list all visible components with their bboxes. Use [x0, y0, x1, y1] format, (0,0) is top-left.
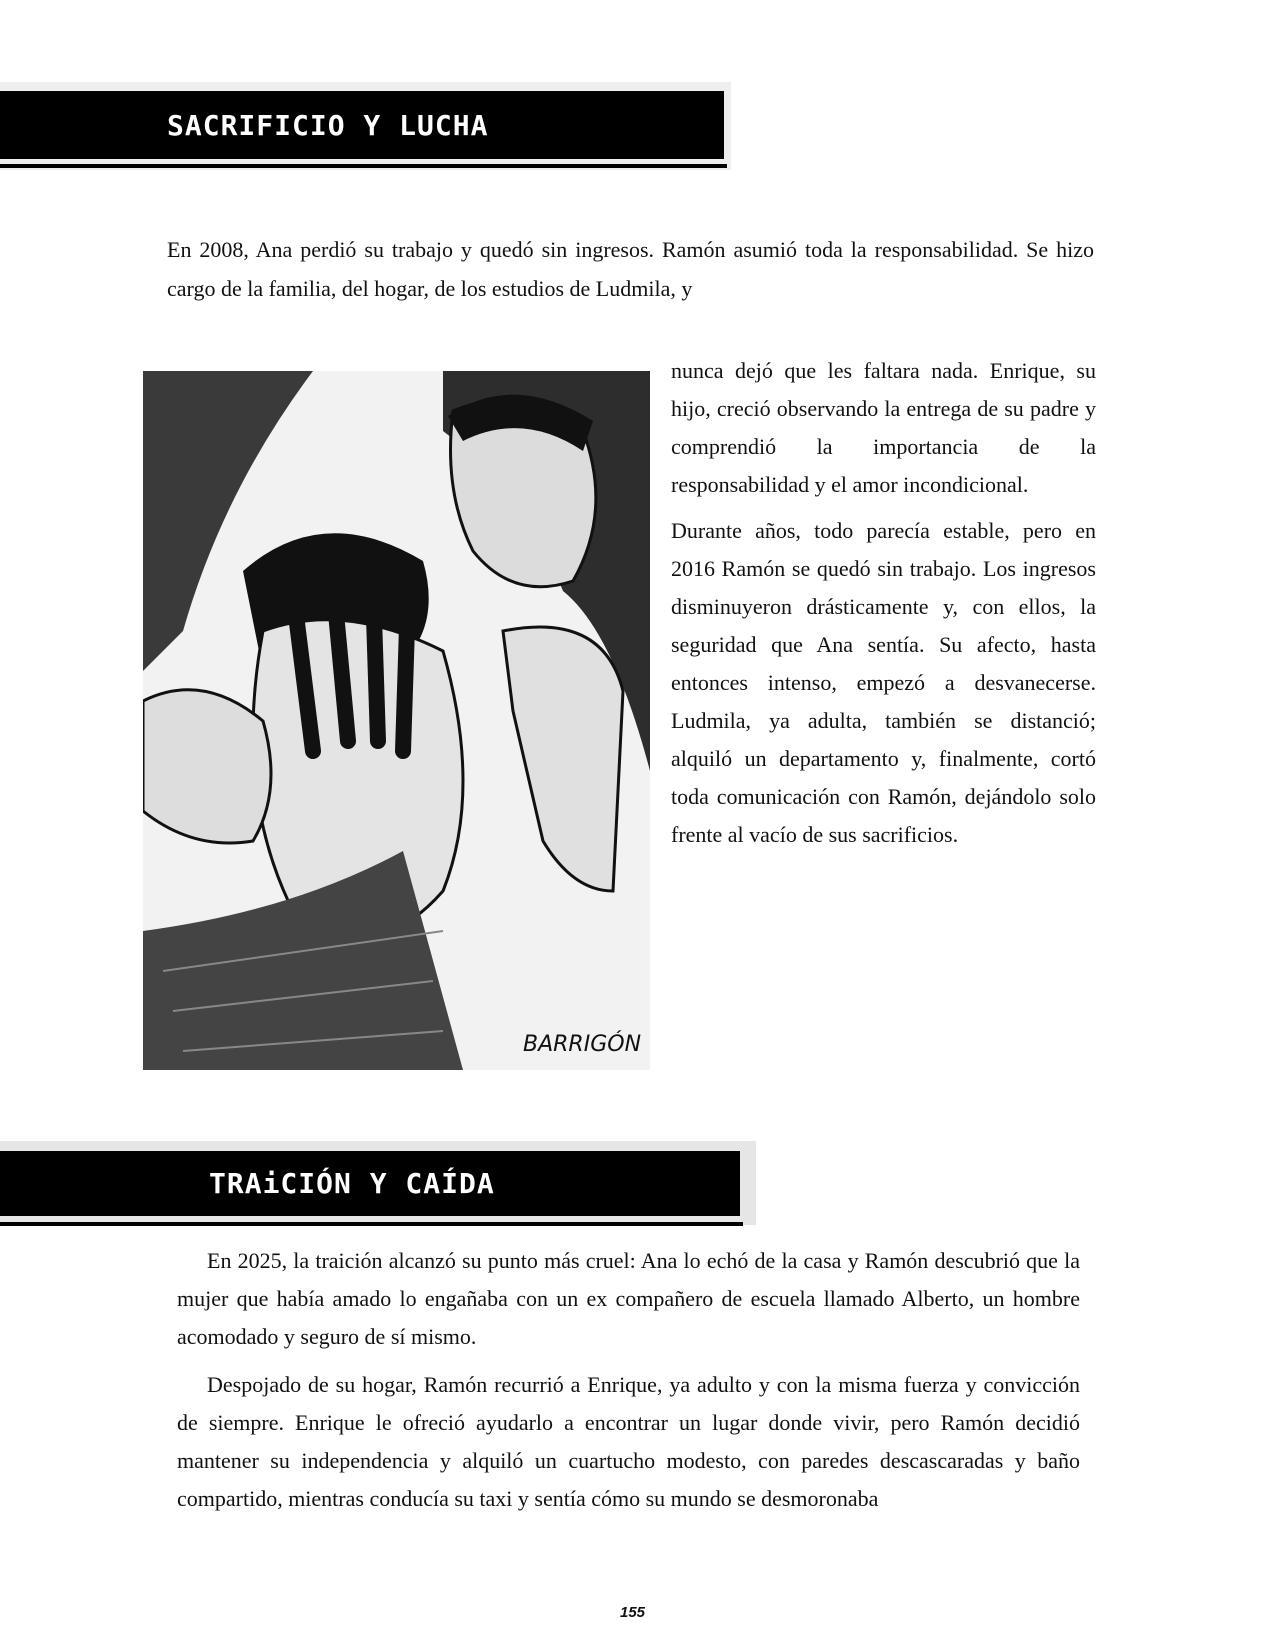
banner-underline — [0, 164, 727, 168]
column-paragraph-1: nunca dejó que les faltara nada. Enrique, su hijo, creció observando la entrega de su padre y comprendió la importancia de la responsabilidad y el amor incondicional. — [671, 358, 1096, 497]
intro-paragraph — [167, 230, 1094, 308]
section2-paragraph-1: En 2025, la traición alcanzó su punto más cruel: Ana lo echó de la casa y Ramón descubrió que la mujer que había amado lo engañaba con un ex compañero de escuela llamado Alberto, un hombre acomodado y seguro de sí mismo. — [177, 1248, 1080, 1349]
illustration-drawing — [143, 371, 650, 1070]
illustration-signature: BARRIGÓN — [523, 1032, 642, 1057]
column-paragraph-2: Durante años, todo parecía estable, pero en 2016 Ramón se quedó sin trabajo. Los ingresos disminuyeron drásticamente y, con ellos, la seguridad que Ana sentía. Su afecto, hasta entonces intenso, empezó a desvanecerse. Ludmila, ya adulta, también se distanció; alquiló un departamento y, finalmente, cortó toda comunicación con Ramón, dejándolo solo frente al vacío de sus sacrificios. — [671, 518, 1096, 847]
banner-underline — [0, 1222, 743, 1226]
illustration-consoling — [143, 371, 650, 1070]
intro-text: En 2008, Ana perdió su trabajo y quedó sin ingresos. Ramón asumió toda la responsabilidad. Se hizo cargo de la familia, del hogar, de los estudios de Ludmila, y — [167, 237, 1094, 301]
section2-paragraph-2: Despojado de su hogar, Ramón recurrió a Enrique, ya adulto y con la misma fuerza y convicción de siempre. Enrique le ofreció ayudarlo a encontrar un lugar donde vivir, pero Ramón decidió mantener su independencia y alquiló un cuartucho modesto, con paredes descascaradas y baño compartido, mientras conducía su taxi y sentía cómo su mundo se desmoronaba — [177, 1372, 1080, 1511]
page-number: 155 — [620, 1604, 646, 1621]
section-title-traicion: TRAiCIÓN Y CAÍDA — [0, 1151, 740, 1216]
section-title-sacrificio: SACRIFICIO Y LUCHA — [0, 91, 724, 159]
column-text — [671, 352, 1096, 854]
section2-text — [177, 1242, 1080, 1518]
